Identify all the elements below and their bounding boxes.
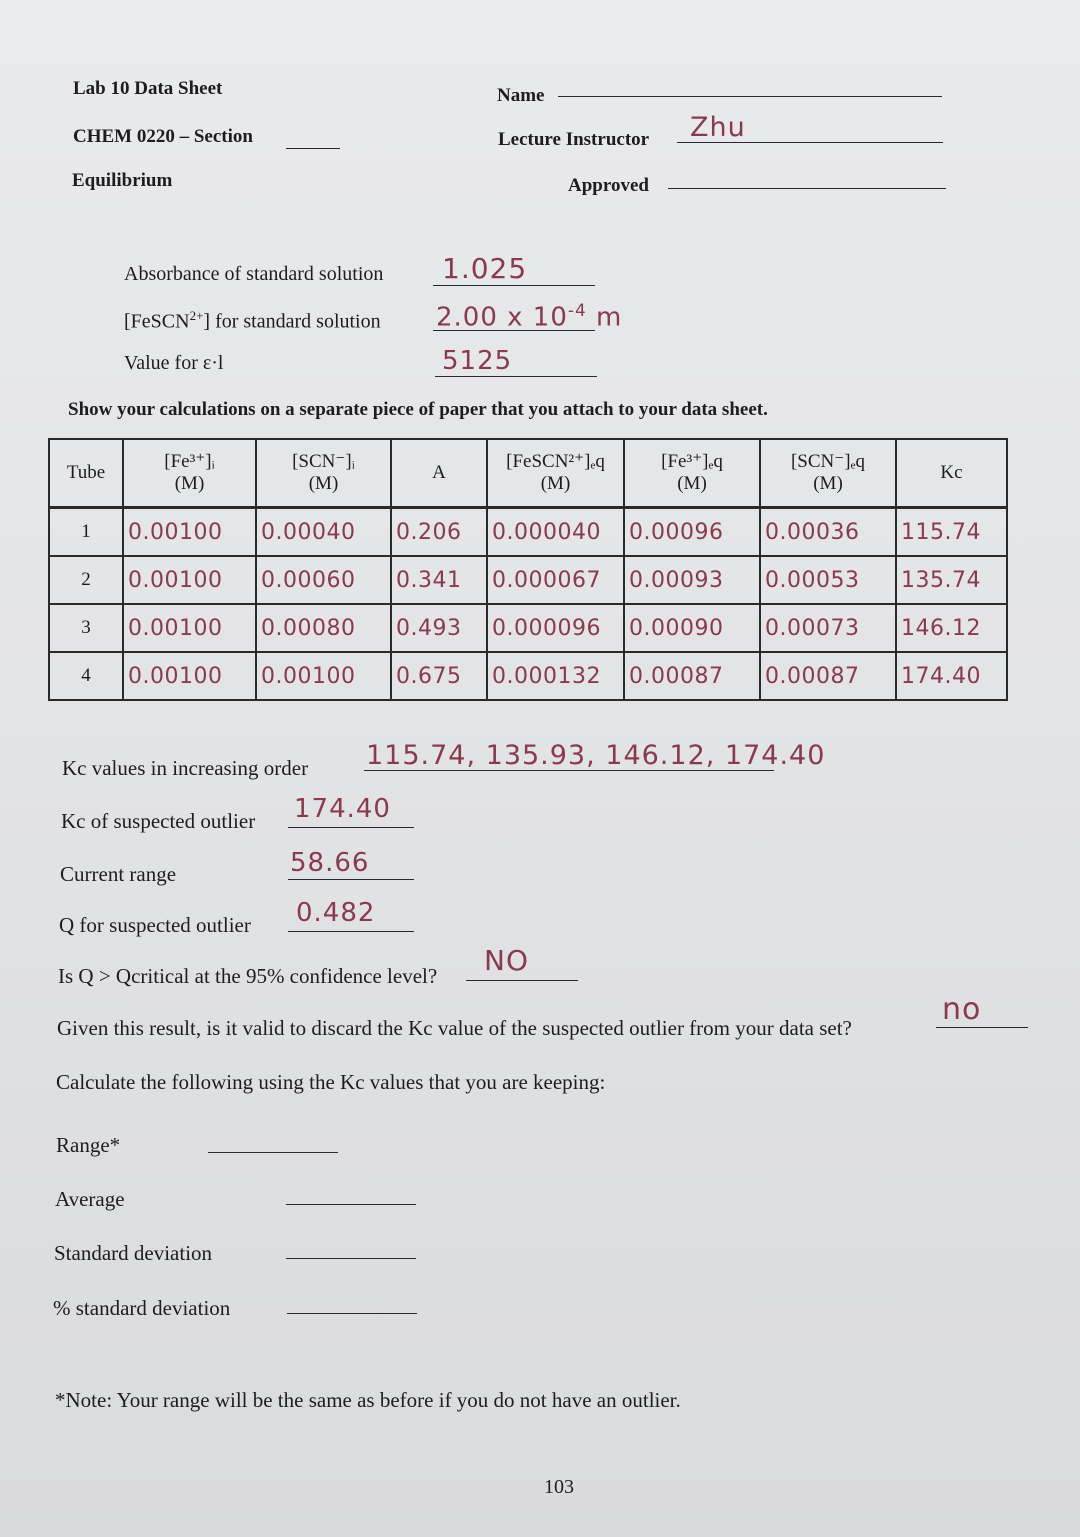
kc-cell[interactable]: 115.74 — [896, 508, 1007, 557]
kc-cell[interactable]: 174.40 — [896, 652, 1007, 700]
tube-number: 3 — [49, 604, 123, 652]
approved-blank[interactable] — [668, 188, 946, 189]
absorbance-blank[interactable] — [433, 285, 595, 286]
el-label: Value for ε·l — [124, 352, 224, 374]
kc-order-value: 115.74, 135.93, 146.12, 174.40 — [366, 740, 826, 771]
header-scn-initial: [SCN⁻]ᵢ (M) — [256, 439, 391, 508]
header-tube: Tube — [49, 439, 123, 508]
stdev-blank[interactable] — [286, 1258, 416, 1259]
instructor-label: Lecture Instructor — [498, 129, 650, 150]
absorbance-label: Absorbance of standard solution — [124, 263, 384, 285]
el-blank[interactable] — [435, 376, 597, 377]
approved-label: Approved — [568, 175, 649, 196]
fe-initial-cell[interactable]: 0.00100 — [123, 604, 256, 652]
scn-eq-cell[interactable]: 0.00053 — [760, 556, 896, 604]
scn-eq-cell[interactable]: 0.00073 — [760, 604, 896, 652]
fe-initial-cell[interactable]: 0.00100 — [123, 508, 256, 557]
name-blank[interactable] — [558, 96, 942, 97]
discard-question: Given this result, is it valid to discard the Kc value of the suspected outlier from your data set? — [57, 1016, 852, 1040]
current-range-blank[interactable] — [288, 879, 414, 880]
fescn-standard-value: 2.00 x $10^{-4}$ m — [436, 300, 623, 333]
fe-initial-cell[interactable]: 0.00100 — [123, 652, 256, 700]
calc-following-label: Calculate the following using the Kc values that you are keeping: — [56, 1070, 606, 1094]
qcrit-answer: NO — [484, 944, 529, 977]
data-table — [48, 438, 1008, 701]
el-value: 5125 — [442, 346, 513, 376]
current-range-value: 58.66 — [290, 848, 370, 878]
fe-eq-cell[interactable]: 0.00096 — [624, 508, 760, 557]
header-absorbance: A — [391, 439, 487, 508]
fe-initial-cell[interactable]: 0.00100 — [123, 556, 256, 604]
q-value: 0.482 — [296, 898, 376, 928]
fescn-eq-cell[interactable]: 0.000096 — [487, 604, 624, 652]
header-scn-eq: [SCN⁻]ₑq (M) — [760, 439, 896, 508]
tube-number: 1 — [49, 508, 123, 557]
absorbance-cell[interactable]: 0.493 — [391, 604, 487, 652]
qcrit-question: Is Q > Qcritical at the 95% confidence level? — [58, 964, 438, 988]
outlier-blank[interactable] — [288, 827, 414, 828]
course-section-label: CHEM 0220 – Section — [73, 126, 253, 147]
calc-instruction: Show your calculations on a separate piece of paper that you attach to your data sheet. — [68, 399, 768, 420]
table-row — [49, 652, 1007, 700]
section-blank[interactable] — [286, 148, 340, 149]
scn-initial-cell[interactable]: 0.00080 — [256, 604, 391, 652]
absorbance-cell[interactable]: 0.206 — [391, 508, 487, 557]
fe-eq-cell[interactable]: 0.00093 — [624, 556, 760, 604]
outlier-value: 174.40 — [294, 794, 391, 824]
qcrit-blank[interactable] — [466, 980, 578, 981]
scn-initial-cell[interactable]: 0.00100 — [256, 652, 391, 700]
scn-eq-cell[interactable]: 0.00087 — [760, 652, 896, 700]
kc-cell[interactable]: 146.12 — [896, 604, 1007, 652]
topic-label: Equilibrium — [72, 170, 173, 191]
header-fe-initial: [Fe³⁺]ᵢ (M) — [123, 439, 256, 508]
absorbance-cell[interactable]: 0.341 — [391, 556, 487, 604]
average-label: Average — [55, 1187, 125, 1211]
kc-cell[interactable]: 135.74 — [896, 556, 1007, 604]
range-label: Range* — [56, 1133, 121, 1157]
absorbance-cell[interactable]: 0.675 — [391, 652, 487, 700]
current-range-label: Current range — [60, 862, 177, 886]
pstdev-blank[interactable] — [287, 1313, 417, 1314]
average-blank[interactable] — [286, 1204, 416, 1205]
table-row — [49, 604, 1007, 652]
tube-number: 2 — [49, 556, 123, 604]
q-blank[interactable] — [288, 931, 414, 932]
instructor-handwritten: Zhu — [690, 112, 746, 143]
q-label: Q for suspected outlier — [59, 913, 251, 937]
scn-eq-cell[interactable]: 0.00036 — [760, 508, 896, 557]
fescn-standard-label: [FeSCN$^{2+}$] for standard solution — [124, 308, 381, 333]
kc-order-label: Kc values in increasing order — [62, 756, 309, 780]
absorbance-value: 1.025 — [442, 252, 528, 285]
discard-blank[interactable] — [936, 1027, 1028, 1028]
discard-answer: no — [942, 992, 982, 1027]
page-number: 103 — [544, 1476, 574, 1498]
header-fescn-eq: [FeSCN²⁺]ₑq (M) — [487, 439, 624, 508]
sheet-title: Lab 10 Data Sheet — [73, 78, 223, 99]
fe-eq-cell[interactable]: 0.00090 — [624, 604, 760, 652]
outlier-label: Kc of suspected outlier — [61, 809, 256, 833]
range-blank[interactable] — [208, 1152, 338, 1153]
tube-number: 4 — [49, 652, 123, 700]
name-label: Name — [497, 85, 545, 106]
scn-initial-cell[interactable]: 0.00040 — [256, 508, 391, 557]
fescn-eq-cell[interactable]: 0.000132 — [487, 652, 624, 700]
table-row — [49, 508, 1007, 557]
header-kc: Kc — [896, 439, 1007, 508]
scn-initial-cell[interactable]: 0.00060 — [256, 556, 391, 604]
pstdev-label: % standard deviation — [53, 1296, 231, 1320]
fescn-eq-cell[interactable]: 0.000040 — [487, 508, 624, 557]
header-fe-eq: [Fe³⁺]ₑq (M) — [624, 439, 760, 508]
range-note: *Note: Your range will be the same as before if you do not have an outlier. — [55, 1388, 681, 1412]
table-row — [49, 556, 1007, 604]
fe-eq-cell[interactable]: 0.00087 — [624, 652, 760, 700]
fescn-eq-cell[interactable]: 0.000067 — [487, 556, 624, 604]
stdev-label: Standard deviation — [54, 1241, 213, 1265]
